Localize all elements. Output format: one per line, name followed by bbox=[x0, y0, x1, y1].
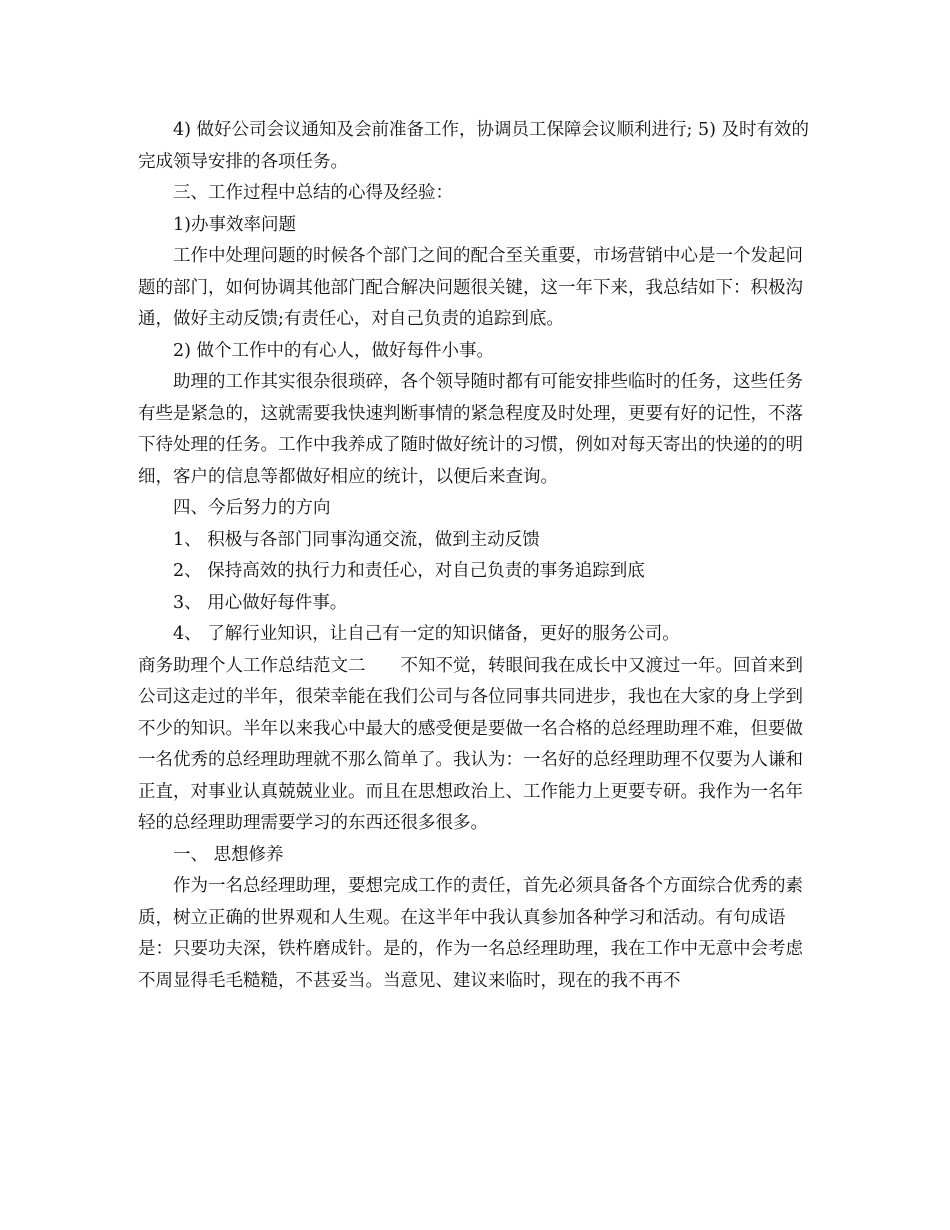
section-heading-experience: 三、工作过程中总结的心得及经验： bbox=[173, 183, 453, 203]
list-item-3: 3、 用心做好每件事。 bbox=[173, 592, 348, 613]
paragraph-sample-two: 商务助理个人工作总结范文二 不知不觉，转眼间我在成长中又渡过一年。回首来到公司这走过的半年，很荣幸能在我们公司与各位同事共同进步，我也在大家的身上学到不少的知识。半年以来我心中最大的感受便是要做一名合格的总经理助理不难，但要做一名优秀的总经理助理就不那么简单了。我认为：一名好的总经理助理不仅要为人谦和正直，对事业认真兢兢业业。而且在思想政治上、工作能力上更要专研。我作为一名年轻的总经理助理需要学习的东西还很多很多。 bbox=[138, 655, 803, 833]
paragraph-coordination: 工作中处理问题的时候各个部门之间的配合至关重要，市场营销中心是一个发起问题的部门，如何协调其他部门配合解决问题很关键，这一年下来，我总结如下：积极沟通，做好主动反馈;有责任心，对自己负责的追踪到底。 bbox=[138, 246, 803, 329]
section-heading-future: 四、今后努力的方向 bbox=[173, 498, 331, 518]
paragraph-tasks-4-5: 4) 做好公司会议通知及会前准备工作，协调员工保障会议顺利进行; 5) 及时有效的完成领导安排的各项任务。 bbox=[138, 120, 810, 172]
section-heading-ideology: 一、 思想修养 bbox=[173, 844, 284, 865]
list-item-1: 1、 积极与各部门同事沟通交流，做到主动反馈 bbox=[173, 529, 540, 550]
paragraph-assistant-work: 助理的工作其实很杂很琐碎，各个领导随时都有可能安排些临时的任务，这些任务有些是紧急的，这就需要我快速判断事情的紧急程度及时处理，更要有好的记性，不落下待处理的任务。工作中我养成了随时做好统计的习惯，例如对每天寄出的快递的的明细，客户的信息等都做好相应的统计，以便后来查询。 bbox=[138, 372, 803, 487]
subheading-efficiency: 1)办事效率问题 bbox=[173, 214, 296, 235]
list-item-4: 4、 了解行业知识，让自己有一定的知识储备，更好的服务公司。 bbox=[173, 624, 680, 644]
list-item-2: 2、 保持高效的执行力和责任心，对自己负责的事务追踪到底 bbox=[173, 561, 645, 581]
document-body bbox=[138, 115, 818, 997]
subheading-attentive: 2) 做个工作中的有心人，做好每件小事。 bbox=[173, 340, 495, 361]
paragraph-ideology: 作为一名总经理助理，要想完成工作的责任，首先必须具备各个方面综合优秀的素质，树立正确的世界观和人生观。在这半年中我认真参加各种学习和活动。有句成语是：只要功夫深，铁杵磨成针。是的，作为一名总经理助理，我在工作中无意中会考虑不周显得毛毛糙糙，不甚妥当。当意见、建议来临时，现在的我不再不 bbox=[138, 876, 803, 991]
